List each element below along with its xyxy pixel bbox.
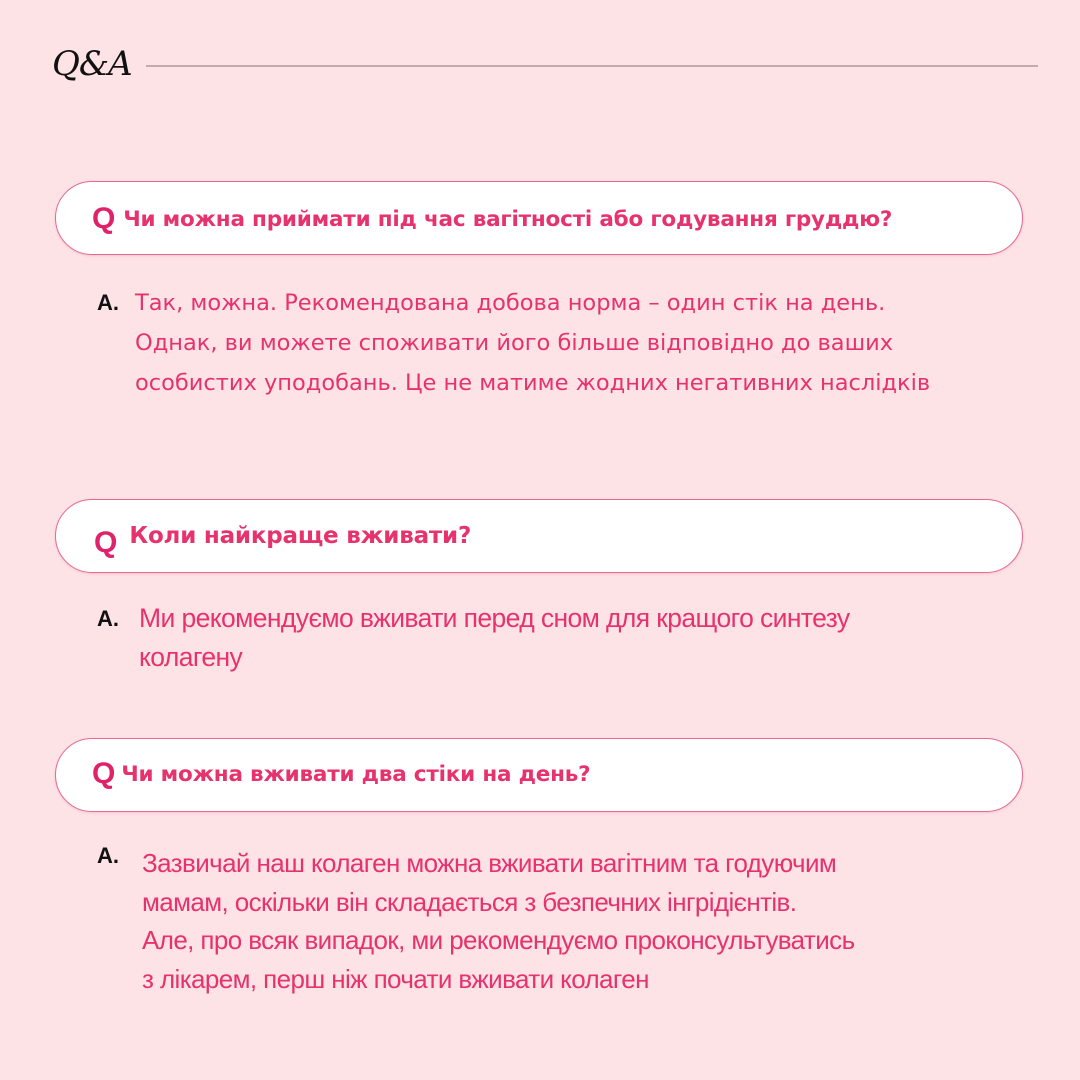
answer-text [142,844,1062,998]
answer-line: Так, можна. Рекомендована добова норма – один стік на день. [135,290,886,316]
answer-line: колагену [139,642,243,672]
answer-line: Зазвичай наш колаген можна вживати вагітним та годуючим [142,848,837,878]
answer-line: Ми рекомендуємо вживати перед сном для кращого синтезу [139,603,850,633]
header-divider [146,65,1038,67]
question-mark-icon: Q [92,757,116,790]
answer-mark: A. [97,843,119,868]
answer-text [135,283,1055,403]
answer-mark: A. [97,606,119,631]
answer-line: Але, про всяк випадок, ми рекомендуємо проконсультуватись [142,925,855,955]
question-mark-icon: Q [92,202,116,235]
question-text: Чи можна вживати два стіки на день? [121,761,591,787]
question-text: Чи можна приймати під час вагітності або годування груддю? [123,206,893,232]
answer-line: з лікарем, перш ніж почати вживати колаген [142,963,649,994]
answer-line: Однак, ви можете споживати його більше відповідно до ваших [135,330,894,356]
question-text: Коли найкраще вживати? [129,523,472,549]
question-pill [55,738,1023,812]
qa-header [52,42,1038,86]
question-pill [55,499,1023,573]
answer-line: мамам, оскільки він складається з безпечних інгрідієнтів. [142,886,797,917]
question-mark-icon: Q [94,526,118,559]
answer-text [139,599,1059,677]
answer-mark: A. [97,290,119,315]
qa-title: Q&A [52,44,132,84]
answer-line: особистих уподобань. Це не матиме жодних негативних наслідків [135,370,931,396]
question-pill [55,181,1023,255]
